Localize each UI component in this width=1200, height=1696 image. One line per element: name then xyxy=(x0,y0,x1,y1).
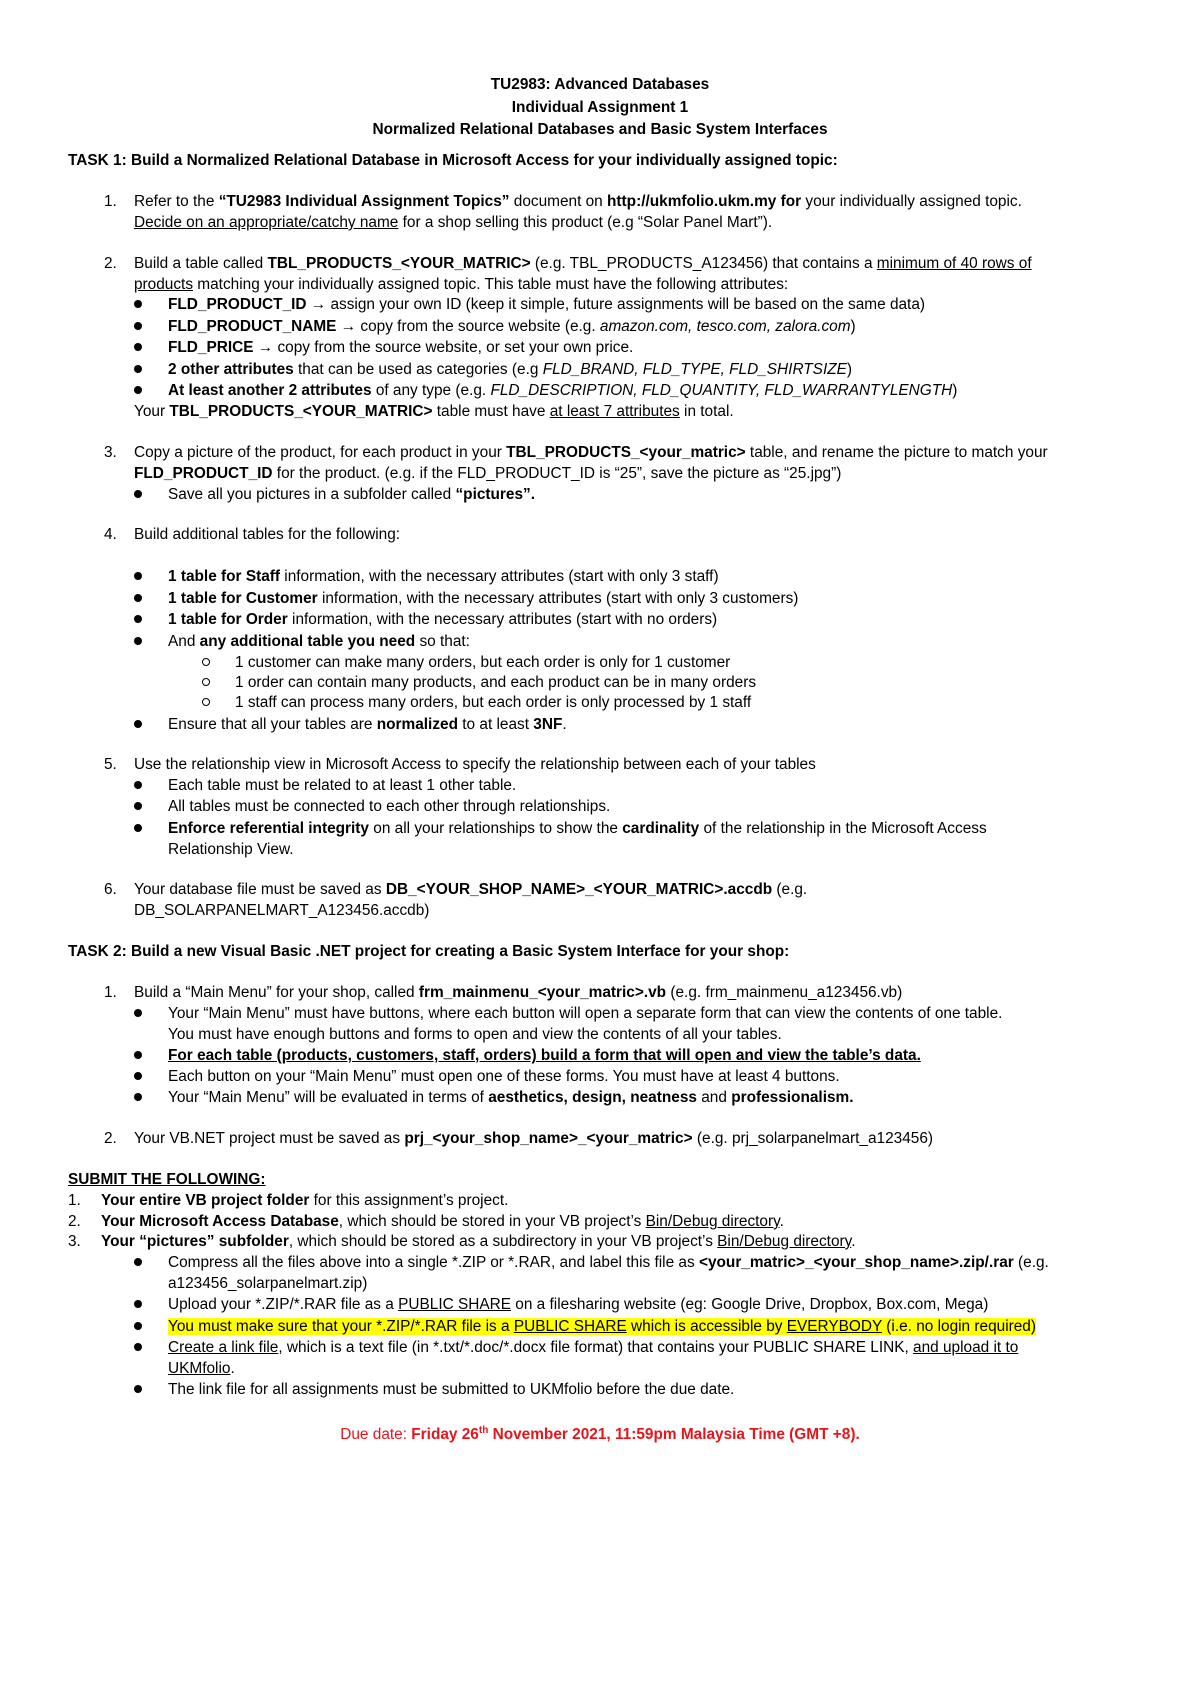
bullet-icon xyxy=(134,322,142,330)
bullet-icon xyxy=(134,637,142,645)
bullet-icon xyxy=(134,572,142,580)
submit-bullet3-highlighted: You must make sure that your *.ZIP/*.RAR file is a PUBLIC SHARE which is accessible by EVERYBODY (i.e. no login required) xyxy=(168,1318,1036,1335)
submit-bullet1-cont: a123456_solarpanelmart.zip) xyxy=(168,1275,368,1292)
list-number: 5. xyxy=(104,756,117,773)
task1-item2-bullet3: FLD_PRICE → copy from the source website, or set your own price. xyxy=(168,339,634,356)
list-number: 2. xyxy=(104,1130,117,1147)
bullet-icon xyxy=(134,1093,142,1101)
task1-item1-line2: Decide on an appropriate/catchy name for a shop selling this product (e.g “Solar Panel Mart”). xyxy=(134,214,773,231)
task1-item5-line1: Use the relationship view in Microsoft Access to specify the relationship between each of your tables xyxy=(134,756,816,773)
bullet-icon xyxy=(134,1258,142,1266)
task1-item6-line1: Your database file must be saved as DB_<YOUR_SHOP_NAME>_<YOUR_MATRIC>.accdb (e.g. xyxy=(134,881,808,898)
task2-item1-bullet2: For each table (products, customers, staff, orders) build a form that will open and view the table’s data. xyxy=(168,1047,921,1064)
task1-item2-bullet4: 2 other attributes that can be used as categories (e.g FLD_BRAND, FLD_TYPE, FLD_SHIRTSIZE) xyxy=(168,361,853,378)
course-title: TU2983: Advanced Databases xyxy=(490,76,710,93)
sub-bullet-icon xyxy=(202,678,210,686)
bullet-icon xyxy=(134,824,142,832)
bullet-icon xyxy=(134,343,142,351)
submit-item1: Your entire VB project folder for this assignment’s project. xyxy=(101,1192,509,1209)
task2-item1-bullet3: Each button on your “Main Menu” must open one of these forms. You must have at least 4 buttons. xyxy=(168,1068,840,1085)
bullet-icon xyxy=(134,802,142,810)
bullet-icon xyxy=(134,720,142,728)
bullet-icon xyxy=(134,1385,142,1393)
task1-item3-bullet1: Save all you pictures in a subfolder called “pictures”. xyxy=(168,486,536,503)
sub-bullet-icon xyxy=(202,658,210,666)
task1-item2-line2: products matching your individually assigned topic. This table must have the following attributes: xyxy=(134,276,789,293)
sub-bullet-icon xyxy=(202,698,210,706)
task1-item4-line1: Build additional tables for the following: xyxy=(134,526,401,543)
task1-item5-bullet2: All tables must be connected to each other through relationships. xyxy=(168,798,611,815)
task1-item4-sub3: 1 staff can process many orders, but each order is only processed by 1 staff xyxy=(235,694,752,711)
task2-item1-bullet1: Your “Main Menu” must have buttons, where each button will open a separate form that can view the contents of one table. xyxy=(168,1005,1003,1022)
bullet-icon xyxy=(134,300,142,308)
bullet-icon xyxy=(134,615,142,623)
task1-item4-bullet1: 1 table for Staff information, with the necessary attributes (start with only 3 staff) xyxy=(168,568,719,585)
task2-item2-line1: Your VB.NET project must be saved as prj_<your_shop_name>_<your_matric> (e.g. prj_solarpanelmart_a123456) xyxy=(134,1130,934,1147)
submit-bullet4: Create a link file, which is a text file (in *.txt/*.doc/*.docx file format) that contains your PUBLIC SHARE LINK, and upload it to xyxy=(168,1339,1019,1356)
task1-item1-line1: Refer to the “TU2983 Individual Assignment Topics” document on http://ukmfolio.ukm.my for your individually assigned topic. xyxy=(134,193,1022,210)
task1-item4-bullet3: 1 table for Order information, with the necessary attributes (start with no orders) xyxy=(168,611,718,628)
assignment-subtitle: Normalized Relational Databases and Basic System Interfaces xyxy=(372,121,828,138)
task1-item3-line2: FLD_PRODUCT_ID for the product. (e.g. if the FLD_PRODUCT_ID is “25”, save the picture as “25.jpg”) xyxy=(134,465,842,482)
task2-item1-bullet1-cont: You must have enough buttons and forms to open and view the contents of all your tables. xyxy=(168,1026,782,1043)
list-number: 1. xyxy=(104,984,117,1001)
bullet-icon xyxy=(134,1343,142,1351)
task1-item2-total: Your TBL_PRODUCTS_<YOUR_MATRIC> table must have at least 7 attributes in total. xyxy=(134,403,734,420)
bullet-icon xyxy=(134,386,142,394)
list-number: 2. xyxy=(68,1213,81,1230)
bullet-icon xyxy=(134,1009,142,1017)
bullet-icon xyxy=(134,490,142,498)
task1-heading: TASK 1: Build a Normalized Relational Database in Microsoft Access for your individually assigned topic: xyxy=(68,152,838,169)
list-number: 6. xyxy=(104,881,117,898)
list-number: 1. xyxy=(104,193,117,210)
bullet-icon xyxy=(134,594,142,602)
bullet-icon xyxy=(134,1072,142,1080)
due-date: Due date: Friday 26th November 2021, 11:59pm Malaysia Time (GMT +8). xyxy=(340,1425,860,1444)
submit-bullet2: Upload your *.ZIP/*.RAR file as a PUBLIC SHARE on a filesharing website (eg: Google Drive, Dropbox, Box.com, Mega) xyxy=(168,1296,989,1313)
submit-item3: Your “pictures” subfolder, which should be stored as a subdirectory in your VB project’s Bin/Debug directory. xyxy=(101,1233,856,1250)
list-number: 3. xyxy=(104,444,117,461)
task2-item1-bullet4: Your “Main Menu” will be evaluated in terms of aesthetics, design, neatness and professionalism. xyxy=(168,1089,854,1106)
task1-item2-bullet5: At least another 2 attributes of any type (e.g. FLD_DESCRIPTION, FLD_QUANTITY, FLD_WARRANTYLENGTH) xyxy=(168,382,958,399)
task1-item4-sub1: 1 customer can make many orders, but each order is only for 1 customer xyxy=(235,654,731,671)
task1-item4-bullet2: 1 table for Customer information, with the necessary attributes (start with only 3 customers) xyxy=(168,590,799,607)
task1-item2-bullet2: FLD_PRODUCT_NAME → copy from the source website (e.g. amazon.com, tesco.com, zalora.com) xyxy=(168,318,856,335)
bullet-icon xyxy=(134,1300,142,1308)
task1-item2-line1: Build a table called TBL_PRODUCTS_<YOUR_MATRIC> (e.g. TBL_PRODUCTS_A123456) that contains a minimum of 40 rows of xyxy=(134,255,1032,272)
task1-item4-bullet5: Ensure that all your tables are normalized to at least 3NF. xyxy=(168,716,567,733)
task1-item4-sub2: 1 order can contain many products, and each product can be in many orders xyxy=(235,674,757,691)
document-header xyxy=(0,74,1200,142)
assignment-title: Individual Assignment 1 xyxy=(511,98,689,116)
task1-item5-bullet3-cont: Relationship View. xyxy=(168,841,294,858)
task1-item2-bullet1: FLD_PRODUCT_ID → assign your own ID (keep it simple, future assignments will be based on the same data) xyxy=(168,296,926,313)
task1-item3-line1: Copy a picture of the product, for each product in your TBL_PRODUCTS_<your_matric> table, and rename the picture to match your xyxy=(134,444,1048,461)
submit-bullet1: Compress all the files above into a single *.ZIP or *.RAR, and label this file as <your_matric>_<your_shop_name>.zip/.rar (e.g. xyxy=(168,1254,1049,1271)
submit-bullet4-cont: UKMfolio. xyxy=(168,1360,235,1377)
bullet-icon xyxy=(134,365,142,373)
list-number: 3. xyxy=(68,1233,81,1250)
task2-item1-line1: Build a “Main Menu” for your shop, called frm_mainmenu_<your_matric>.vb (e.g. frm_mainmenu_a123456.vb) xyxy=(134,984,903,1001)
task1-item6-line2: DB_SOLARPANELMART_A123456.accdb) xyxy=(134,902,430,919)
list-number: 4. xyxy=(104,526,117,543)
task2-heading: TASK 2: Build a new Visual Basic .NET project for creating a Basic System Interface for your shop: xyxy=(68,943,790,960)
task1-item4-bullet4: And any additional table you need so that: xyxy=(168,633,470,650)
task1-item5-bullet1: Each table must be related to at least 1 other table. xyxy=(168,777,517,794)
submit-item2: Your Microsoft Access Database, which should be stored in your VB project’s Bin/Debug directory. xyxy=(101,1213,784,1230)
bullet-icon xyxy=(134,1051,142,1059)
submit-heading: SUBMIT THE FOLLOWING: xyxy=(68,1171,266,1188)
bullet-icon xyxy=(134,781,142,789)
list-number: 1. xyxy=(68,1192,81,1209)
submit-bullet5: The link file for all assignments must be submitted to UKMfolio before the due date. xyxy=(168,1381,735,1398)
bullet-icon xyxy=(134,1322,142,1330)
list-number: 2. xyxy=(104,255,117,272)
task1-item5-bullet3: Enforce referential integrity on all your relationships to show the cardinality of the relationship in the Microsoft Access xyxy=(168,820,987,837)
